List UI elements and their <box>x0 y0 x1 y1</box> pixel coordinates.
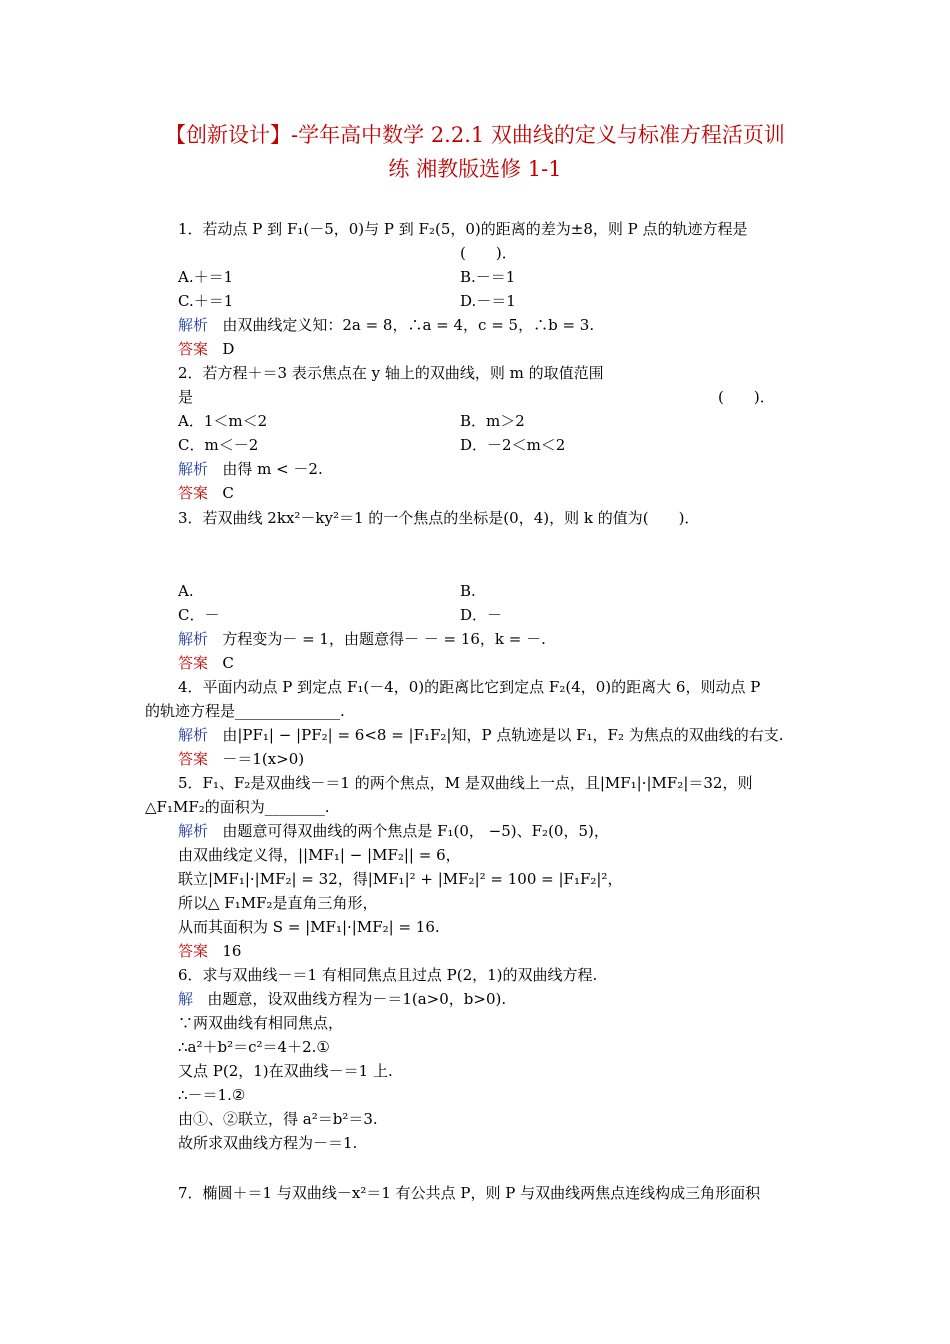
question-6-stem: 6．求与双曲线－＝1 有相同焦点且过点 P(2，1)的双曲线方程. <box>178 966 598 984</box>
analysis-text: 由|PF₁| − |PF₂| = 6<8 = |F₁F₂|知，P 点轨迹是以 F₁，F₂ 为焦点的双曲线的右支. <box>222 726 784 744</box>
question-5-analysis <box>178 820 609 842</box>
solution-label: 解 <box>178 990 194 1008</box>
question-1-option-c: C.＋＝1 <box>178 292 234 310</box>
question-3-option-b: B. <box>460 582 476 600</box>
answer-text: －＝1(x>0) <box>222 750 305 768</box>
answer-label: 答案 <box>178 484 209 502</box>
question-2-option-b: B．m＞2 <box>460 412 525 430</box>
analysis-label: 解析 <box>178 316 209 334</box>
question-3-answer <box>178 652 234 674</box>
question-6-step: ∵两双曲线有相同焦点， <box>178 1014 344 1032</box>
answer-label: 答案 <box>178 654 209 672</box>
title-line-2: 练 湘教版选修 1-1 <box>388 157 562 181</box>
question-6-step: ∴a²＋b²＝c²＝4＋2.① <box>178 1038 330 1056</box>
analysis-label: 解析 <box>178 630 209 648</box>
question-2-stem: 2．若方程＋＝3 表示焦点在 y 轴上的双曲线，则 m 的取值范围 <box>178 364 604 382</box>
question-3-stem: 3．若双曲线 2kx²－ky²＝1 的一个焦点的坐标是(0，4)，则 k 的值为( )． <box>178 509 700 527</box>
answer-text: D <box>222 340 235 358</box>
question-3-option-c: C．－ <box>178 606 220 624</box>
question-1-answer <box>178 338 234 360</box>
analysis-text: 由双曲线定义知：2a = 8，∴a = 4，c = 5，∴b = 3. <box>222 316 595 334</box>
question-4-stem-cont: 的轨迹方程是______________. <box>145 702 345 720</box>
answer-text: 16 <box>222 942 242 960</box>
question-5-step: 从而其面积为 S = |MF₁|·|MF₂| = 16. <box>178 918 440 936</box>
question-4-stem: 4．平面内动点 P 到定点 F₁(－4，0)的距离比它到定点 F₂(4，0)的距离大 6，则动点 P <box>178 678 761 696</box>
question-1-option-b: B.－＝1 <box>460 268 516 286</box>
question-2-option-a: A．1＜m＜2 <box>178 412 268 430</box>
question-2-paren: ( )． <box>718 388 775 406</box>
question-5-stem: 5．F₁、F₂是双曲线－＝1 的两个焦点，M 是双曲线上一点，且|MF₁|·|MF₂|＝32，则 <box>178 774 753 792</box>
answer-text: C <box>222 484 234 502</box>
question-1-option-a: A.＋＝1 <box>178 268 234 286</box>
question-6-step: 故所求双曲线方程为－＝1. <box>178 1134 358 1152</box>
question-2-answer <box>178 482 234 504</box>
answer-text: C <box>222 654 234 672</box>
question-2-option-d: D．－2＜m＜2 <box>460 436 566 454</box>
question-5-step: 所以△ F₁MF₂是直角三角形， <box>178 894 378 912</box>
analysis-text: 方程变为－ = 1，由题意得－ － = 16，k = －. <box>222 630 546 648</box>
analysis-label: 解析 <box>178 726 209 744</box>
analysis-text: 由得 m < －2. <box>222 460 323 478</box>
question-1-analysis <box>178 314 594 336</box>
title-line-1: 【创新设计】-学年高中数学 2.2.1 双曲线的定义与标准方程活页训 <box>165 123 785 147</box>
analysis-label: 解析 <box>178 460 209 478</box>
question-1-option-d: D.－＝1 <box>460 292 516 310</box>
question-4-answer <box>178 748 304 770</box>
analysis-label: 解析 <box>178 822 209 840</box>
question-4-analysis <box>178 724 784 746</box>
question-6-step: ∴－＝1.② <box>178 1086 246 1104</box>
question-2-stem-cont: 是 <box>178 388 194 406</box>
question-2-analysis <box>178 458 323 480</box>
question-5-step: 联立|MF₁|·|MF₂| = 32，得|MF₁|² + |MF₂|² = 100 = |F₁F₂|²， <box>178 870 623 888</box>
analysis-text: 由题意可得双曲线的两个焦点是 F₁(0， −5)、F₂(0，5)， <box>222 822 609 840</box>
question-3-analysis <box>178 628 546 650</box>
question-1-paren: ( )． <box>460 244 517 262</box>
question-6-step: 又点 P(2，1)在双曲线－＝1 上. <box>178 1062 393 1080</box>
solution-text: 由题意，设双曲线方程为－＝1(a>0，b>0). <box>207 990 507 1008</box>
question-5-step: 由双曲线定义得，||MF₁| − |MF₂|| = 6， <box>178 846 461 864</box>
question-3-option-d: D．－ <box>460 606 503 624</box>
answer-label: 答案 <box>178 942 209 960</box>
question-6-solution <box>178 988 506 1010</box>
question-6-step: 由①、②联立，得 a²＝b²＝3. <box>178 1110 378 1128</box>
question-5-stem-cont: △F₁MF₂的面积为________. <box>145 798 330 816</box>
question-7-stem: 7．椭圆＋＝1 与双曲线－x²＝1 有公共点 P，则 P 与双曲线两焦点连线构成三角形面积 <box>178 1184 761 1202</box>
question-1-stem: 1．若动点 P 到 F₁(－5，0)与 P 到 F₂(5，0)的距离的差为±8，则 P 点的轨迹方程是 <box>178 220 748 238</box>
question-2-option-c: C．m＜－2 <box>178 436 259 454</box>
question-3-option-a: A. <box>178 582 194 600</box>
answer-label: 答案 <box>178 340 209 358</box>
question-5-answer <box>178 940 241 962</box>
answer-label: 答案 <box>178 750 209 768</box>
